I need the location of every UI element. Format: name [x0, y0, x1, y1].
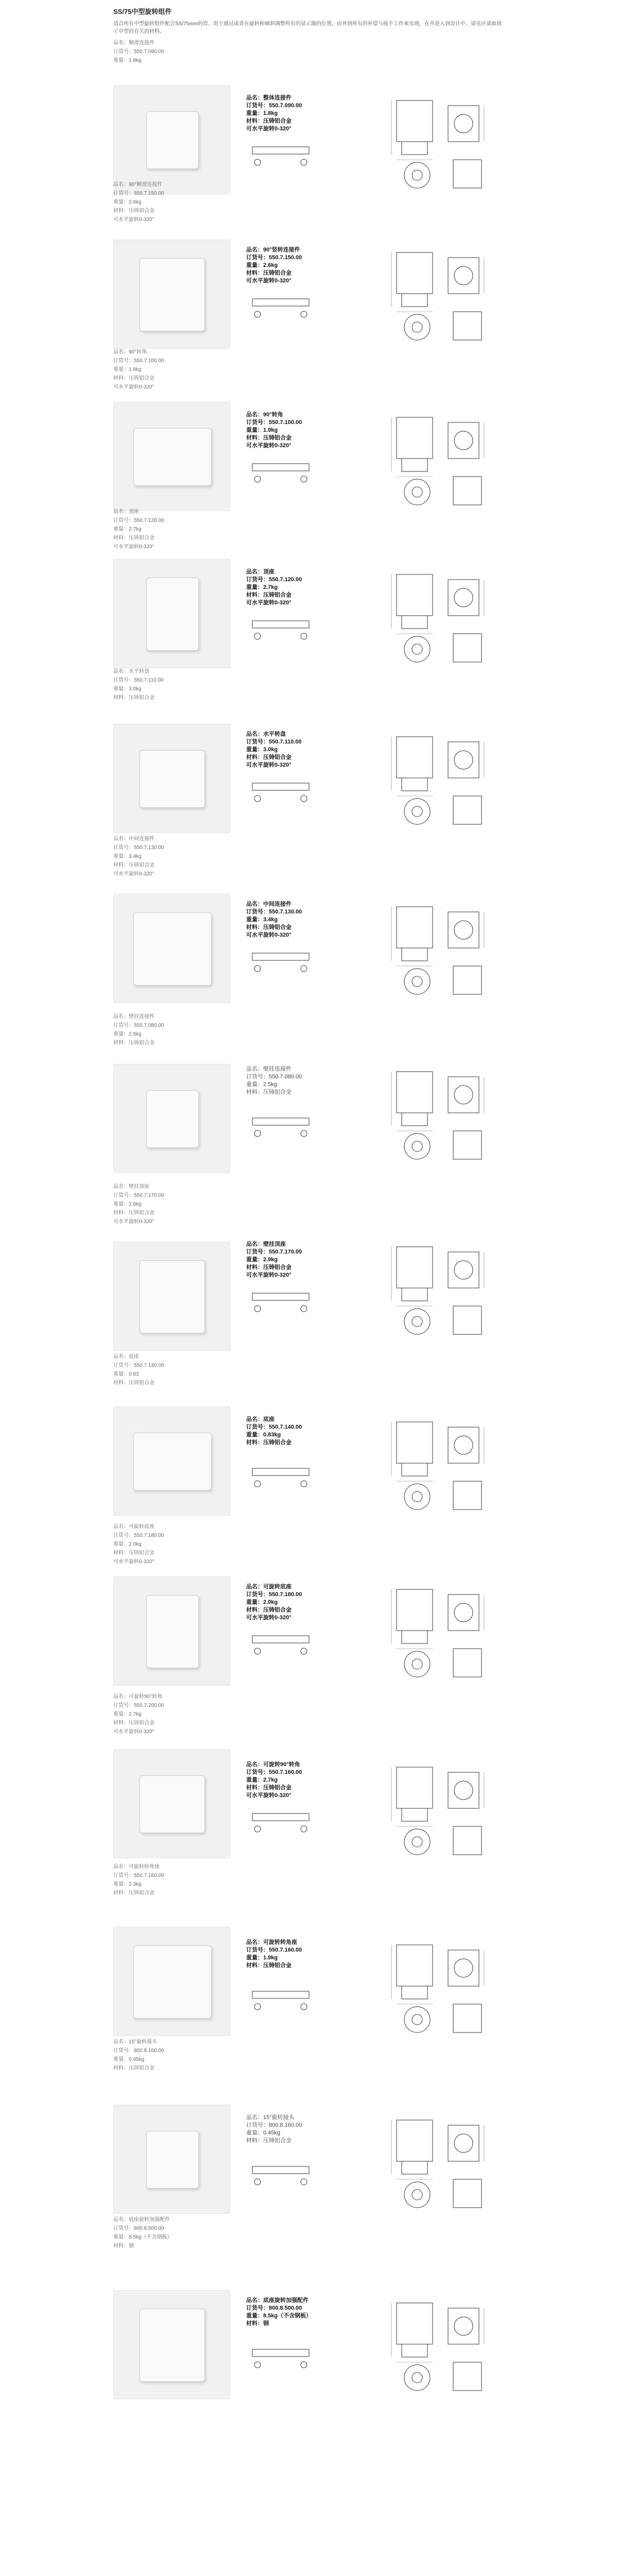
spec-name: 品名：可旋转90°转角 — [113, 1694, 163, 1700]
card-weight: 重量：2.7kg — [246, 584, 278, 590]
card-name: 品名：15°旋转接头 — [246, 2114, 295, 2121]
card-material: 材料：压铸铝合金 — [246, 270, 291, 276]
card-material: 材料：压铸铝合金 — [246, 1785, 291, 1791]
header — [113, 6, 505, 36]
card-name: 品名：壁挂连接件 — [246, 1066, 291, 1072]
spec-material: 材料：压铸铝合金 — [113, 862, 154, 868]
card-weight: 重量：1.9kg — [246, 1955, 278, 1961]
spec-name: 品名：顺滑连接件 — [113, 40, 154, 46]
spec-material: 材料：压铸铝合金 — [113, 695, 154, 701]
card-weight: 重量：2.5kg — [246, 1081, 277, 1088]
spec-angle: 可水平旋转0-320° — [113, 1559, 154, 1565]
product-spec — [113, 667, 164, 702]
spec-name: 品名：90°顺滑连接件 — [113, 182, 163, 188]
card-material: 材料：压铸铝合金 — [246, 1962, 291, 1969]
card-angle: 可水平旋转0-320° — [246, 126, 291, 132]
card-order: 订货号：800.8.500.00 — [246, 2305, 302, 2311]
card-order: 订货号：550.7.150.00 — [246, 255, 302, 261]
spec-name: 品名：顶座 — [113, 509, 139, 515]
card-order: 订货号：550.7.080.00 — [246, 1074, 302, 1080]
card-order: 订货号：550.7.180.00 — [246, 1591, 302, 1598]
spec-drawing-card — [242, 1579, 500, 1682]
product-photo — [113, 1927, 230, 2036]
spec-weight: 重量：2.7kg — [113, 527, 142, 532]
spec-text — [246, 901, 302, 939]
card-angle: 可水平旋转0-320° — [246, 443, 291, 449]
spec-text — [246, 246, 302, 285]
card-weight: 重量：2.6kg — [246, 262, 278, 268]
spec-name: 品名：中间连接件 — [113, 836, 154, 842]
card-weight: 重量：0.83kg — [246, 1432, 281, 1438]
spec-weight: 重量：8.5kg（不含钢板） — [113, 2234, 173, 2240]
product-image — [140, 2309, 205, 2382]
card-name: 品名：底座旋转加强配件 — [246, 2297, 308, 2303]
spec-drawing-card — [242, 1757, 500, 1860]
card-order: 订货号：550.7.100.00 — [246, 419, 302, 426]
spec-order: 订货号：550.7.150.00 — [113, 191, 164, 196]
card-order: 订货号：800.8.160.00 — [246, 2122, 302, 2128]
spec-text — [246, 1065, 302, 1096]
spec-order: 订货号：550.7.170.00 — [113, 1193, 164, 1198]
spec-name: 品名：15°旋转接头 — [113, 2039, 158, 2045]
product-image — [146, 578, 199, 651]
product-photo — [113, 724, 230, 833]
spec-text — [246, 1939, 302, 1970]
spec-order: 订货号：550.7.080.00 — [113, 1023, 164, 1028]
card-name: 品名：可旋转90°转角 — [246, 1761, 300, 1768]
product-photo — [113, 1577, 230, 1686]
card-name: 品名：90°竖转连接件 — [246, 247, 300, 253]
card-weight: 重量：1.9kg — [246, 427, 278, 433]
spec-drawing-card — [242, 2293, 500, 2396]
product-spec — [113, 1692, 164, 1736]
card-weight: 重量：0.45kg — [246, 2130, 281, 2136]
spec-text — [246, 1761, 302, 1800]
spec-material: 材料：压铸铝合金 — [113, 1720, 154, 1726]
card-order: 订货号：550.7.170.00 — [246, 1249, 302, 1255]
spec-angle: 可水平旋转0-320° — [113, 544, 154, 550]
product-photo — [113, 85, 230, 194]
card-order: 订货号：550.7.130.00 — [246, 909, 302, 915]
card-name: 品名：底座 — [246, 1416, 274, 1422]
product-photo — [113, 894, 230, 1003]
product-photo — [113, 240, 230, 349]
spec-name: 品名：底座旋转加强配件 — [113, 2217, 170, 2223]
product-spec — [113, 1012, 164, 1047]
spec-material: 材料：压铸铝合金 — [113, 1040, 154, 1046]
spec-name: 品名：90°转角 — [113, 349, 147, 355]
card-material: 材料：压铸铝合金 — [246, 924, 291, 930]
product-image — [133, 428, 212, 486]
product-photo — [113, 402, 230, 511]
spec-text — [246, 1416, 302, 1447]
card-order: 订货号：550.7.110.00 — [246, 739, 302, 745]
product-spec — [113, 348, 164, 392]
spec-drawing-card — [242, 2110, 500, 2213]
card-order: 订货号：550.7.160.00 — [246, 1947, 302, 1953]
spec-text — [246, 1241, 302, 1279]
card-angle: 可水平旋转0-320° — [246, 1792, 291, 1799]
spec-material: 材料：压铸铝合金 — [113, 376, 154, 381]
spec-order: 订货号：550.7.200.00 — [113, 1703, 164, 1708]
product-spec — [113, 2038, 164, 2073]
card-material: 材料：压铸铝合金 — [246, 1607, 291, 1613]
card-material: 材料：压铸铝合金 — [246, 1439, 291, 1446]
spec-material: 材料：压铸铝合金 — [113, 1890, 154, 1896]
spec-order: 订货号：550.7.130.00 — [113, 845, 164, 851]
spec-text — [246, 411, 302, 450]
product-photo — [113, 1064, 230, 1173]
spec-material: 材料：压铸铝合金 — [113, 1210, 154, 1216]
product-photo — [113, 1406, 230, 1516]
spec-weight: 重量：1.9kg — [113, 367, 142, 372]
card-name: 品名：90°转角 — [246, 412, 283, 418]
spec-material: 材料：压铸铝合金 — [113, 1380, 154, 1386]
product-image — [146, 2131, 199, 2189]
product-spec — [113, 507, 164, 551]
spec-drawing-card — [242, 242, 500, 345]
card-weight: 重量：1.8kg — [246, 110, 278, 116]
spec-drawing-card — [242, 90, 500, 193]
product-image — [146, 111, 199, 169]
spec-material: 材料：压铸铝合金 — [113, 208, 154, 214]
spec-material: 材料：压铸铝合金 — [113, 535, 154, 541]
product-spec — [113, 1182, 164, 1226]
card-angle: 可水平旋转0-320° — [246, 278, 291, 284]
product-photo — [113, 1242, 230, 1351]
card-material: 材料：压铸铝合金 — [246, 592, 291, 598]
card-weight: 重量：3.4kg — [246, 917, 278, 923]
product-image — [146, 1595, 199, 1668]
card-name: 品名：壁挂顶座 — [246, 1241, 286, 1247]
spec-order: 订货号：550.7.140.00 — [113, 1363, 164, 1368]
product-image — [140, 1260, 205, 1333]
product-spec — [113, 1862, 164, 1897]
spec-name: 品名：底座 — [113, 1354, 139, 1360]
product-photo — [113, 2105, 230, 2214]
spec-weight: 重量：2.6kg — [113, 199, 142, 205]
spec-text — [246, 731, 302, 769]
spec-weight: 重量：2.7kg — [113, 1711, 142, 1717]
card-order: 订货号：550.7.120.00 — [246, 577, 302, 583]
intro-text: 适合所有中型旋转组件配合SS/75mm的管。用于通过或者在旋转和倾斜调整所有的显示器的位置，由外到所有的补偿与接手工作来实现，在并进入到设计中，请见应请面到了中型的有关的材料。 — [113, 21, 502, 35]
card-angle: 可水平旋转0-320° — [246, 600, 291, 606]
spec-weight: 重量：3.4kg — [113, 854, 142, 859]
spec-text — [246, 1583, 302, 1622]
spec-weight: 重量：1.8kg — [113, 58, 142, 63]
card-material: 材料：压铸铝合金 — [246, 1264, 291, 1270]
spec-order: 订货号：550.7.160.00 — [113, 1873, 164, 1878]
spec-text — [246, 94, 302, 133]
spec-order: 订货号：550.7.110.00 — [113, 677, 164, 683]
product-image — [146, 1090, 199, 1148]
card-order: 订货号：550.7.160.00 — [246, 1769, 302, 1775]
spec-text — [246, 568, 302, 607]
spec-order: 订货号：550.7.100.00 — [113, 358, 164, 364]
spec-name: 品名：壁挂顶座 — [113, 1184, 149, 1190]
card-weight: 重量：2.9kg — [246, 1257, 278, 1263]
spec-drawing-card — [242, 1061, 500, 1164]
product-spec — [113, 2215, 172, 2250]
card-weight: 重量：8.5kg（不含钢板） — [246, 2313, 312, 2319]
spec-angle: 可水平旋转0-320° — [113, 1729, 154, 1735]
card-material: 材料：压铸铝合金 — [246, 754, 291, 760]
product-image — [133, 1433, 212, 1490]
card-angle: 可水平旋转0-320° — [246, 1615, 291, 1621]
card-angle: 可水平旋转0-320° — [246, 932, 291, 938]
card-weight: 重量：2.0kg — [246, 1599, 278, 1605]
product-spec — [113, 1522, 164, 1566]
product-image — [140, 258, 205, 331]
product-photo — [113, 559, 230, 668]
card-material: 材料：钢 — [246, 2320, 269, 2327]
product-image — [133, 1945, 212, 2019]
spec-weight: 重量：2.3kg — [113, 1882, 142, 1887]
spec-name: 品名：可旋转转角座 — [113, 1864, 160, 1870]
spec-name: 品名：水平转盘 — [113, 669, 149, 674]
card-name: 品名：顶座 — [246, 569, 274, 575]
spec-order: 订货号：550.7.180.00 — [113, 1533, 164, 1538]
spec-name: 品名：可旋转底座 — [113, 1524, 154, 1530]
spec-order: 订货号：550.7.120.00 — [113, 518, 164, 523]
spec-material: 材料：压铸铝合金 — [113, 2065, 154, 2071]
card-name: 品名：水平转盘 — [246, 731, 286, 737]
product-spec — [113, 835, 164, 878]
card-name: 品名：整体连接件 — [246, 95, 291, 101]
spec-material: 材料：压铸铝合金 — [113, 1550, 154, 1556]
card-name: 品名：可旋转底座 — [246, 1584, 291, 1590]
spec-drawing-card — [242, 564, 500, 667]
product-photo — [113, 1749, 230, 1858]
spec-weight: 重量：0.83 — [113, 1371, 139, 1377]
spec-text — [246, 2114, 302, 2145]
page-title: SS/75中型旋转组件 — [113, 8, 172, 15]
card-name: 品名：中间连接件 — [246, 901, 291, 907]
product-spec — [113, 1352, 164, 1387]
spec-drawing-card — [242, 1236, 500, 1340]
spec-angle: 可水平旋转0-320° — [113, 871, 154, 877]
product-image — [140, 750, 205, 808]
spec-order: 订货号：800.8.500.00 — [113, 2226, 164, 2231]
spec-text — [246, 2297, 312, 2328]
card-material: 材料：压铸铝合金 — [246, 118, 291, 124]
product-spec — [113, 180, 164, 224]
card-material: 材料：压铸铝合金 — [246, 435, 291, 441]
spec-drawing-card — [242, 407, 500, 510]
product-photo — [113, 2290, 230, 2399]
spec-order: 订货号：550.7.090.00 — [113, 49, 164, 55]
spec-angle: 可水平旋转0-320° — [113, 1219, 154, 1225]
card-order: 订货号：550.7.140.00 — [246, 1424, 302, 1430]
spec-weight: 重量：2.6kg — [113, 1201, 142, 1207]
card-angle: 可水平旋转0-320° — [246, 1272, 291, 1278]
spec-drawing-card — [242, 726, 500, 829]
spec-weight: 重量：3.0kg — [113, 686, 142, 692]
card-weight: 重量：3.0kg — [246, 747, 278, 753]
spec-material: 材料：钢 — [113, 2243, 134, 2249]
spec-drawing-card — [242, 1412, 500, 1515]
spec-weight: 重量：2.0kg — [113, 1541, 142, 1547]
spec-weight: 重量：2.5kg — [113, 1031, 142, 1037]
product-spec — [113, 39, 164, 65]
spec-name: 品名：壁挂连接件 — [113, 1014, 154, 1020]
spec-drawing-card — [242, 896, 500, 999]
spec-weight: 重量：0.45kg — [113, 2057, 145, 2062]
card-weight: 重量：2.7kg — [246, 1777, 278, 1783]
spec-angle: 可水平旋转0-320° — [113, 384, 154, 390]
card-name: 品名：可旋转转角座 — [246, 1939, 297, 1945]
spec-drawing-card — [242, 1935, 500, 2038]
spec-order: 订货号：800.8.160.00 — [113, 2048, 164, 2054]
product-image — [140, 1775, 205, 1833]
product-image — [133, 912, 212, 986]
spec-angle: 可水平旋转0-320° — [113, 217, 154, 223]
card-order: 订货号：550.7.090.00 — [246, 103, 302, 109]
card-material: 材料：压铸铝合金 — [246, 2138, 291, 2144]
card-angle: 可水平旋转0-320° — [246, 762, 291, 768]
card-material: 材料：压铸铝合金 — [246, 1089, 291, 1095]
